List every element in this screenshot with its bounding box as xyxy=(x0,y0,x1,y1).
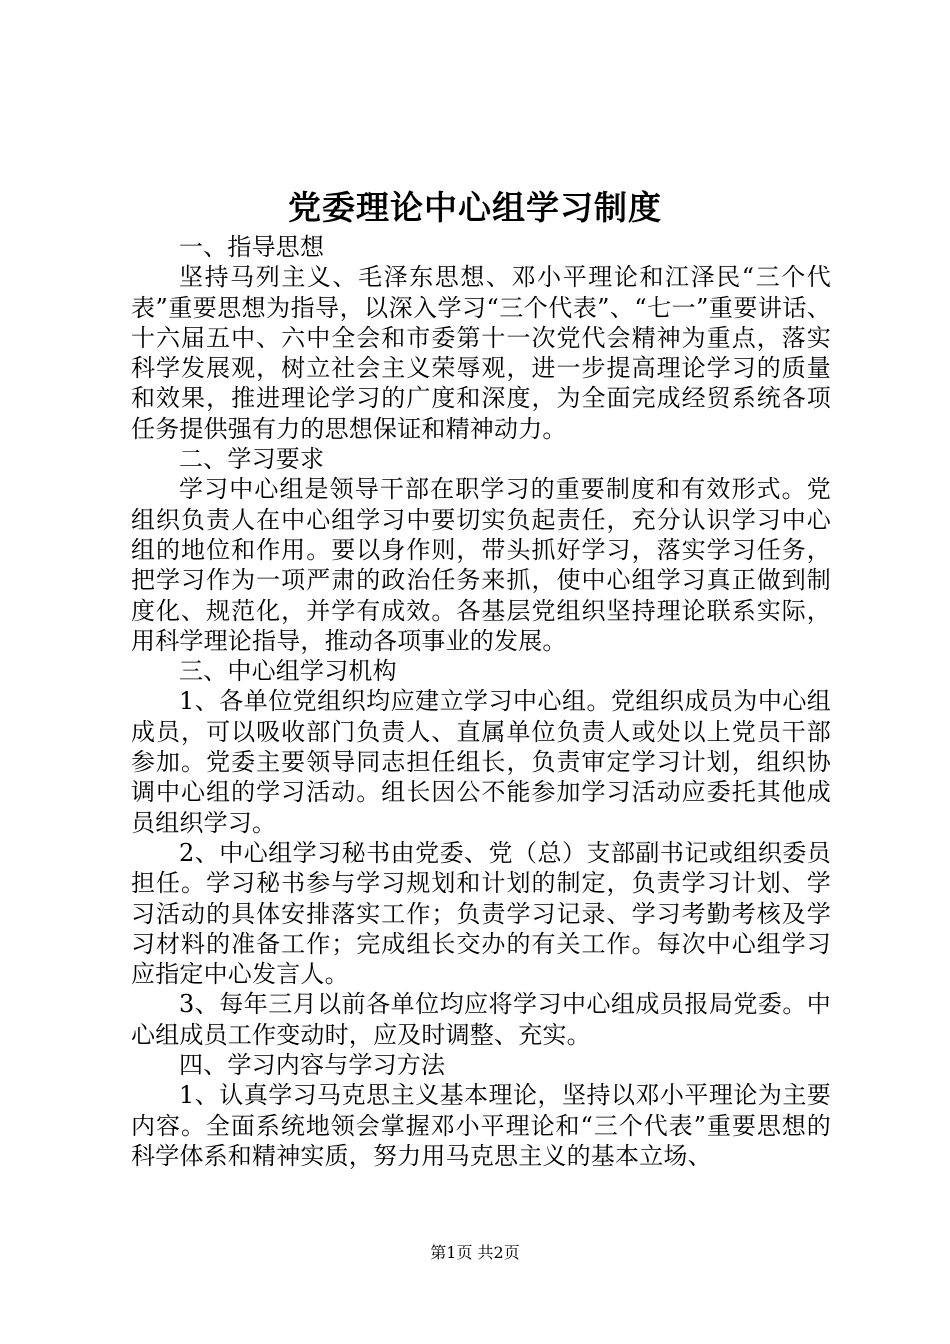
section-heading-study-organization: 三、中心组学习机构 xyxy=(179,657,397,686)
document-title: 党委理论中心组学习制度 xyxy=(288,188,662,227)
section-heading-content-and-methods: 四、学习内容与学习方法 xyxy=(179,1051,446,1080)
section-heading-guiding-ideology: 一、指导思想 xyxy=(179,233,325,261)
paragraph-organization-item-1: 1、各单位党组织均应建立学习中心组。党组织成员为中心组成员，可以吸收部门负责人、直属单位负责人或处以上党员干部参加。党委主要领导同志担任组长，负责审定学习计划，组织协调中心组的学习活动。组长因公不能参加学习活动应委托其他成员组织学习。 xyxy=(131,687,831,837)
section-heading-study-requirements: 二、学习要求 xyxy=(179,445,325,474)
document-body xyxy=(131,232,831,1171)
paragraph-organization-item-3: 3、每年三月以前各单位均应将学习中心组成员报局党委。中心组成员工作变动时，应及时调整、充实。 xyxy=(131,990,831,1049)
paragraph-content-item-1: 1、认真学习马克思主义基本理论，坚持以邓小平理论为主要内容。全面系统地领会掌握邓小平理论和“三个代表”重要思想的科学体系和精神实质，努力用马克思主义的基本立场、 xyxy=(131,1081,831,1170)
paragraph-guiding-ideology: 坚持马列主义、毛泽东思想、邓小平理论和江泽民“三个代表”重要思想为指导，以深入学习“三个代表”、“七一”重要讲话、十六届五中、六中全会和市委第十一次党代会精神为重点，落实科学发展观，树立社会主义荣辱观，进一步提高理论学习的质量和效果，推进理论学习的广度和深度，为全面完成经贸系统各项任务提供强有力的思想保证和精神动力。 xyxy=(131,263,831,443)
paragraph-study-requirements: 学习中心组是领导干部在职学习的重要制度和有效形式。党组织负责人在中心组学习中要切实负起责任，充分认识学习中心组的地位和作用。要以身作则，带头抓好学习，落实学习任务，把学习作为一项严肃的政治任务来抓，使中心组学习真正做到制度化、规范化，并学有成效。各基层党组织坚持理论联系实际，用科学理论指导，推动各项事业的发展。 xyxy=(131,475,831,655)
paragraph-organization-item-2: 2、中心组学习秘书由党委、党（总）支部副书记或组织委员担任。学习秘书参与学习规划和计划的制定，负责学习计划、学习活动的具体安排落实工作；负责学习记录、学习考勤考核及学习材料的准备工作；完成组长交办的有关工作。每次中心组学习应指定中心发言人。 xyxy=(131,838,831,989)
page-footer: 第1页 共2页 xyxy=(430,1243,520,1262)
